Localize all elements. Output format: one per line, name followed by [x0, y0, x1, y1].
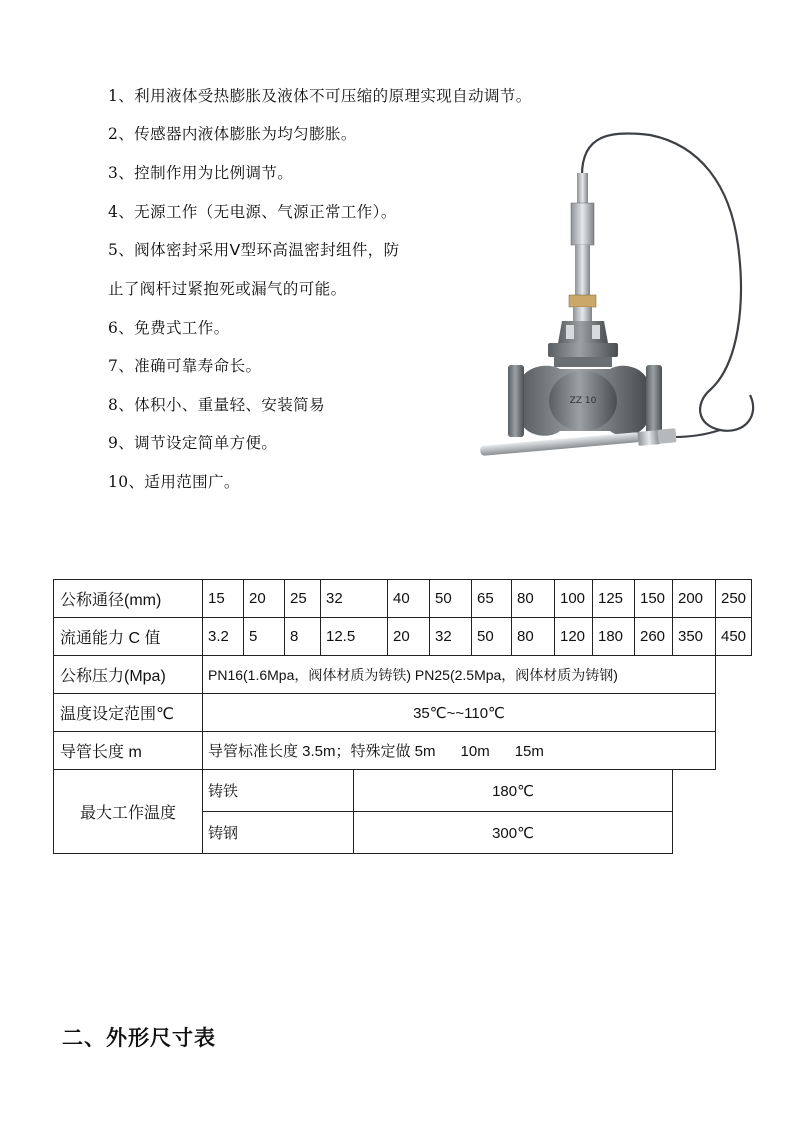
feature-item: 4、无源工作（无电源、气源正常工作）。 — [108, 203, 397, 221]
tube-length-label: 导管长度 m — [54, 732, 203, 770]
cv-label: 流通能力 C 值 — [54, 618, 203, 656]
pressure-value: PN16(1.6Mpa，阀体材质为铸铁) PN25(2.5Mpa，阀体材质为铸钢) — [203, 656, 716, 694]
cv-cell: 5 — [244, 618, 285, 656]
dn-cell: 25 — [285, 580, 321, 618]
feature-item: 1、利用液体受热膨胀及液体不可压缩的原理实现自动调节。 — [108, 87, 532, 105]
feature-item: 8、体积小、重量轻、安装简易 — [108, 396, 325, 414]
temp-range-value: 35℃~~110℃ — [203, 694, 716, 732]
pressure-row — [54, 656, 752, 694]
cv-cell: 12.5 — [321, 618, 388, 656]
dn-cell: 15 — [203, 580, 244, 618]
tube-length-value: 导管标准长度 3.5m；特殊定做 5m 10m 15m — [203, 732, 716, 770]
dn-cell: 150 — [635, 580, 673, 618]
max-temp-value: 300℃ — [354, 812, 673, 854]
section-title: 二、外形尺寸表 — [62, 1026, 216, 1050]
feature-item: 10、适用范围广。 — [108, 473, 240, 491]
max-temp-material: 铸铁 — [203, 770, 354, 812]
dn-label: 公称通径(mm) — [54, 580, 203, 618]
cv-cell: 20 — [388, 618, 430, 656]
max-temp-label: 最大工作温度 — [54, 770, 203, 854]
cv-cell: 260 — [635, 618, 673, 656]
valve-product-image — [470, 125, 770, 480]
feature-item: 6、免费式工作。 — [108, 319, 230, 337]
cv-cell: 8 — [285, 618, 321, 656]
spec-table — [53, 579, 752, 854]
dn-cell: 40 — [388, 580, 430, 618]
tube-length-row — [54, 732, 752, 770]
max-temp-row-cast-iron — [54, 770, 752, 812]
feature-item: 3、控制作用为比例调节。 — [108, 164, 294, 182]
cv-cell: 50 — [472, 618, 512, 656]
feature-item: 5、阀体密封采用Ⅴ型环高温密封组件，防 — [108, 241, 400, 259]
dn-cell: 80 — [512, 580, 555, 618]
feature-item: 2、传感器内液体膨胀为均匀膨胀。 — [108, 125, 357, 143]
dn-cell: 125 — [593, 580, 635, 618]
dn-cell: 200 — [673, 580, 716, 618]
dn-row — [54, 580, 752, 618]
table-spacer — [673, 812, 716, 854]
cv-cell: 180 — [593, 618, 635, 656]
cv-cell: 80 — [512, 618, 555, 656]
feature-item: 9、调节设定简单方便。 — [108, 434, 278, 452]
cv-row — [54, 618, 752, 656]
cv-cell: 350 — [673, 618, 716, 656]
max-temp-material: 铸钢 — [203, 812, 354, 854]
table-spacer — [673, 770, 716, 812]
temp-range-row — [54, 694, 752, 732]
cv-cell: 3.2 — [203, 618, 244, 656]
feature-item-continued: 止了阀杆过紧抱死或漏气的可能。 — [108, 280, 347, 298]
cv-cell: 450 — [716, 618, 752, 656]
dn-cell: 20 — [244, 580, 285, 618]
dn-cell: 65 — [472, 580, 512, 618]
dn-cell: 250 — [716, 580, 752, 618]
cv-cell: 32 — [430, 618, 472, 656]
dn-cell: 32 — [321, 580, 388, 618]
svg-text:ZZ 10: ZZ 10 — [569, 396, 597, 406]
pressure-label: 公称压力(Mpa) — [54, 656, 203, 694]
dn-cell: 100 — [555, 580, 593, 618]
feature-item: 7、准确可靠寿命长。 — [108, 357, 262, 375]
temp-range-label: 温度设定范围℃ — [54, 694, 203, 732]
dn-cell: 50 — [430, 580, 472, 618]
max-temp-value: 180℃ — [354, 770, 673, 812]
cv-cell: 120 — [555, 618, 593, 656]
